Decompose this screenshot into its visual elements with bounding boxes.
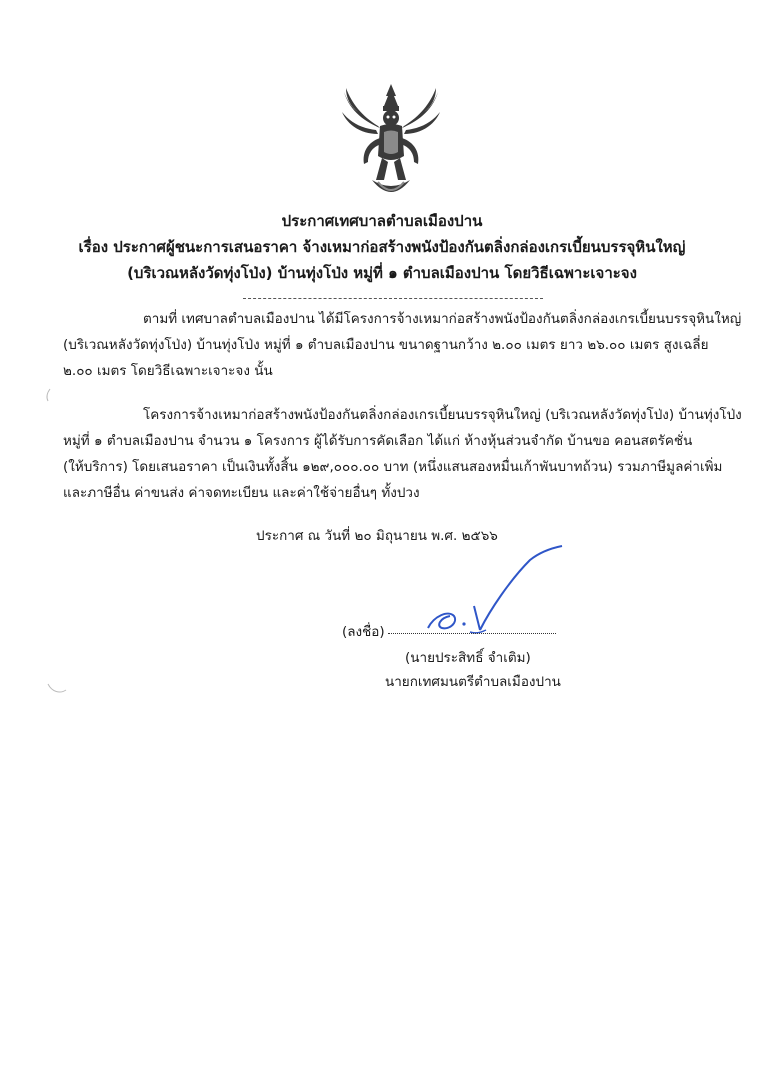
org-title: ประกาศเทศบาลตำบลเมืองปาน — [281, 212, 483, 230]
garuda-emblem-icon — [338, 82, 444, 204]
subject-line: เรื่อง ประกาศผู้ชนะการเสนอราคา จ้างเหมาก่อสร้างพนังป้องกันตลิ่งกล่องเกรเบี้ยนบรรจุหินใหญ่ — [78, 238, 686, 256]
handwritten-signature — [420, 540, 570, 640]
signer-title: นายกเทศมนตรีตำบลเมืองปาน — [385, 674, 561, 690]
paragraph-2 — [63, 402, 742, 506]
announcement-date: ประกาศ ณ วันที่ ๒๐ มิถุนายน พ.ศ. ๒๕๖๖ — [256, 528, 498, 544]
paragraph-line: (บริเวณหลังวัดทุ่งโป่ง) บ้านทุ่งโป่ง หมู่ที่ ๑ ตำบลเมืองปาน ขนาดฐานกว้าง ๒.๐๐ เมตร ยาว ๒๖.๐๐ เมตร สูงเฉลี่ย — [63, 337, 709, 353]
signature-label: (ลงชื่อ) — [342, 624, 385, 640]
paragraph-line: และภาษีอื่น ค่าขนส่ง ค่าจดทะเบียน และค่าใช้จ่ายอื่นๆ ทั้งปวง — [63, 485, 420, 501]
scan-mark — [46, 680, 68, 696]
paragraph-line: หมู่ที่ ๑ ตำบลเมืองปาน จำนวน ๑ โครงการ ผู้ได้รับการคัดเลือก ได้แก่ ห้างหุ้นส่วนจำกัด บ้านขอ คอนสตรัคชั่น — [63, 433, 693, 449]
paragraph-line: (ให้บริการ) โดยเสนอราคา เป็นเงินทั้งสิ้น ๑๒๙,๐๐๐.๐๐ บาท (หนึ่งแสนสองหมื่นเก้าพันบาทถ้วน) รวมภาษีมูลค่าเพิ่ม — [63, 459, 723, 475]
scan-mark — [44, 388, 54, 402]
signer-name: (นายประสิทธิ์ จำเติม) — [405, 650, 531, 666]
document-header — [40, 208, 724, 286]
subject-line-continued: (บริเวณหลังวัดทุ่งโป่ง) บ้านทุ่งโป่ง หมู่ที่ ๑ ตำบลเมืองปาน โดยวิธีเฉพาะเจาะจง — [127, 264, 637, 282]
paragraph-1 — [63, 306, 742, 384]
header-divider — [243, 298, 543, 299]
paragraph-line: โครงการจ้างเหมาก่อสร้างพนังป้องกันตลิ่งกล่องเกรเบี้ยนบรรจุหินใหญ่ (บริเวณหลังวัดทุ่งโป่ง) บ้านทุ่งโป่ง — [143, 407, 742, 423]
paragraph-line: ๒.๐๐ เมตร โดยวิธีเฉพาะเจาะจง นั้น — [63, 363, 273, 379]
signature-line — [388, 633, 556, 634]
paragraph-line: ตามที่ เทศบาลตำบลเมืองปาน ได้มีโครงการจ้างเหมาก่อสร้างพนังป้องกันตลิ่งกล่องเกรเบี้ยนบรรจุหินใหญ่ — [143, 311, 742, 327]
